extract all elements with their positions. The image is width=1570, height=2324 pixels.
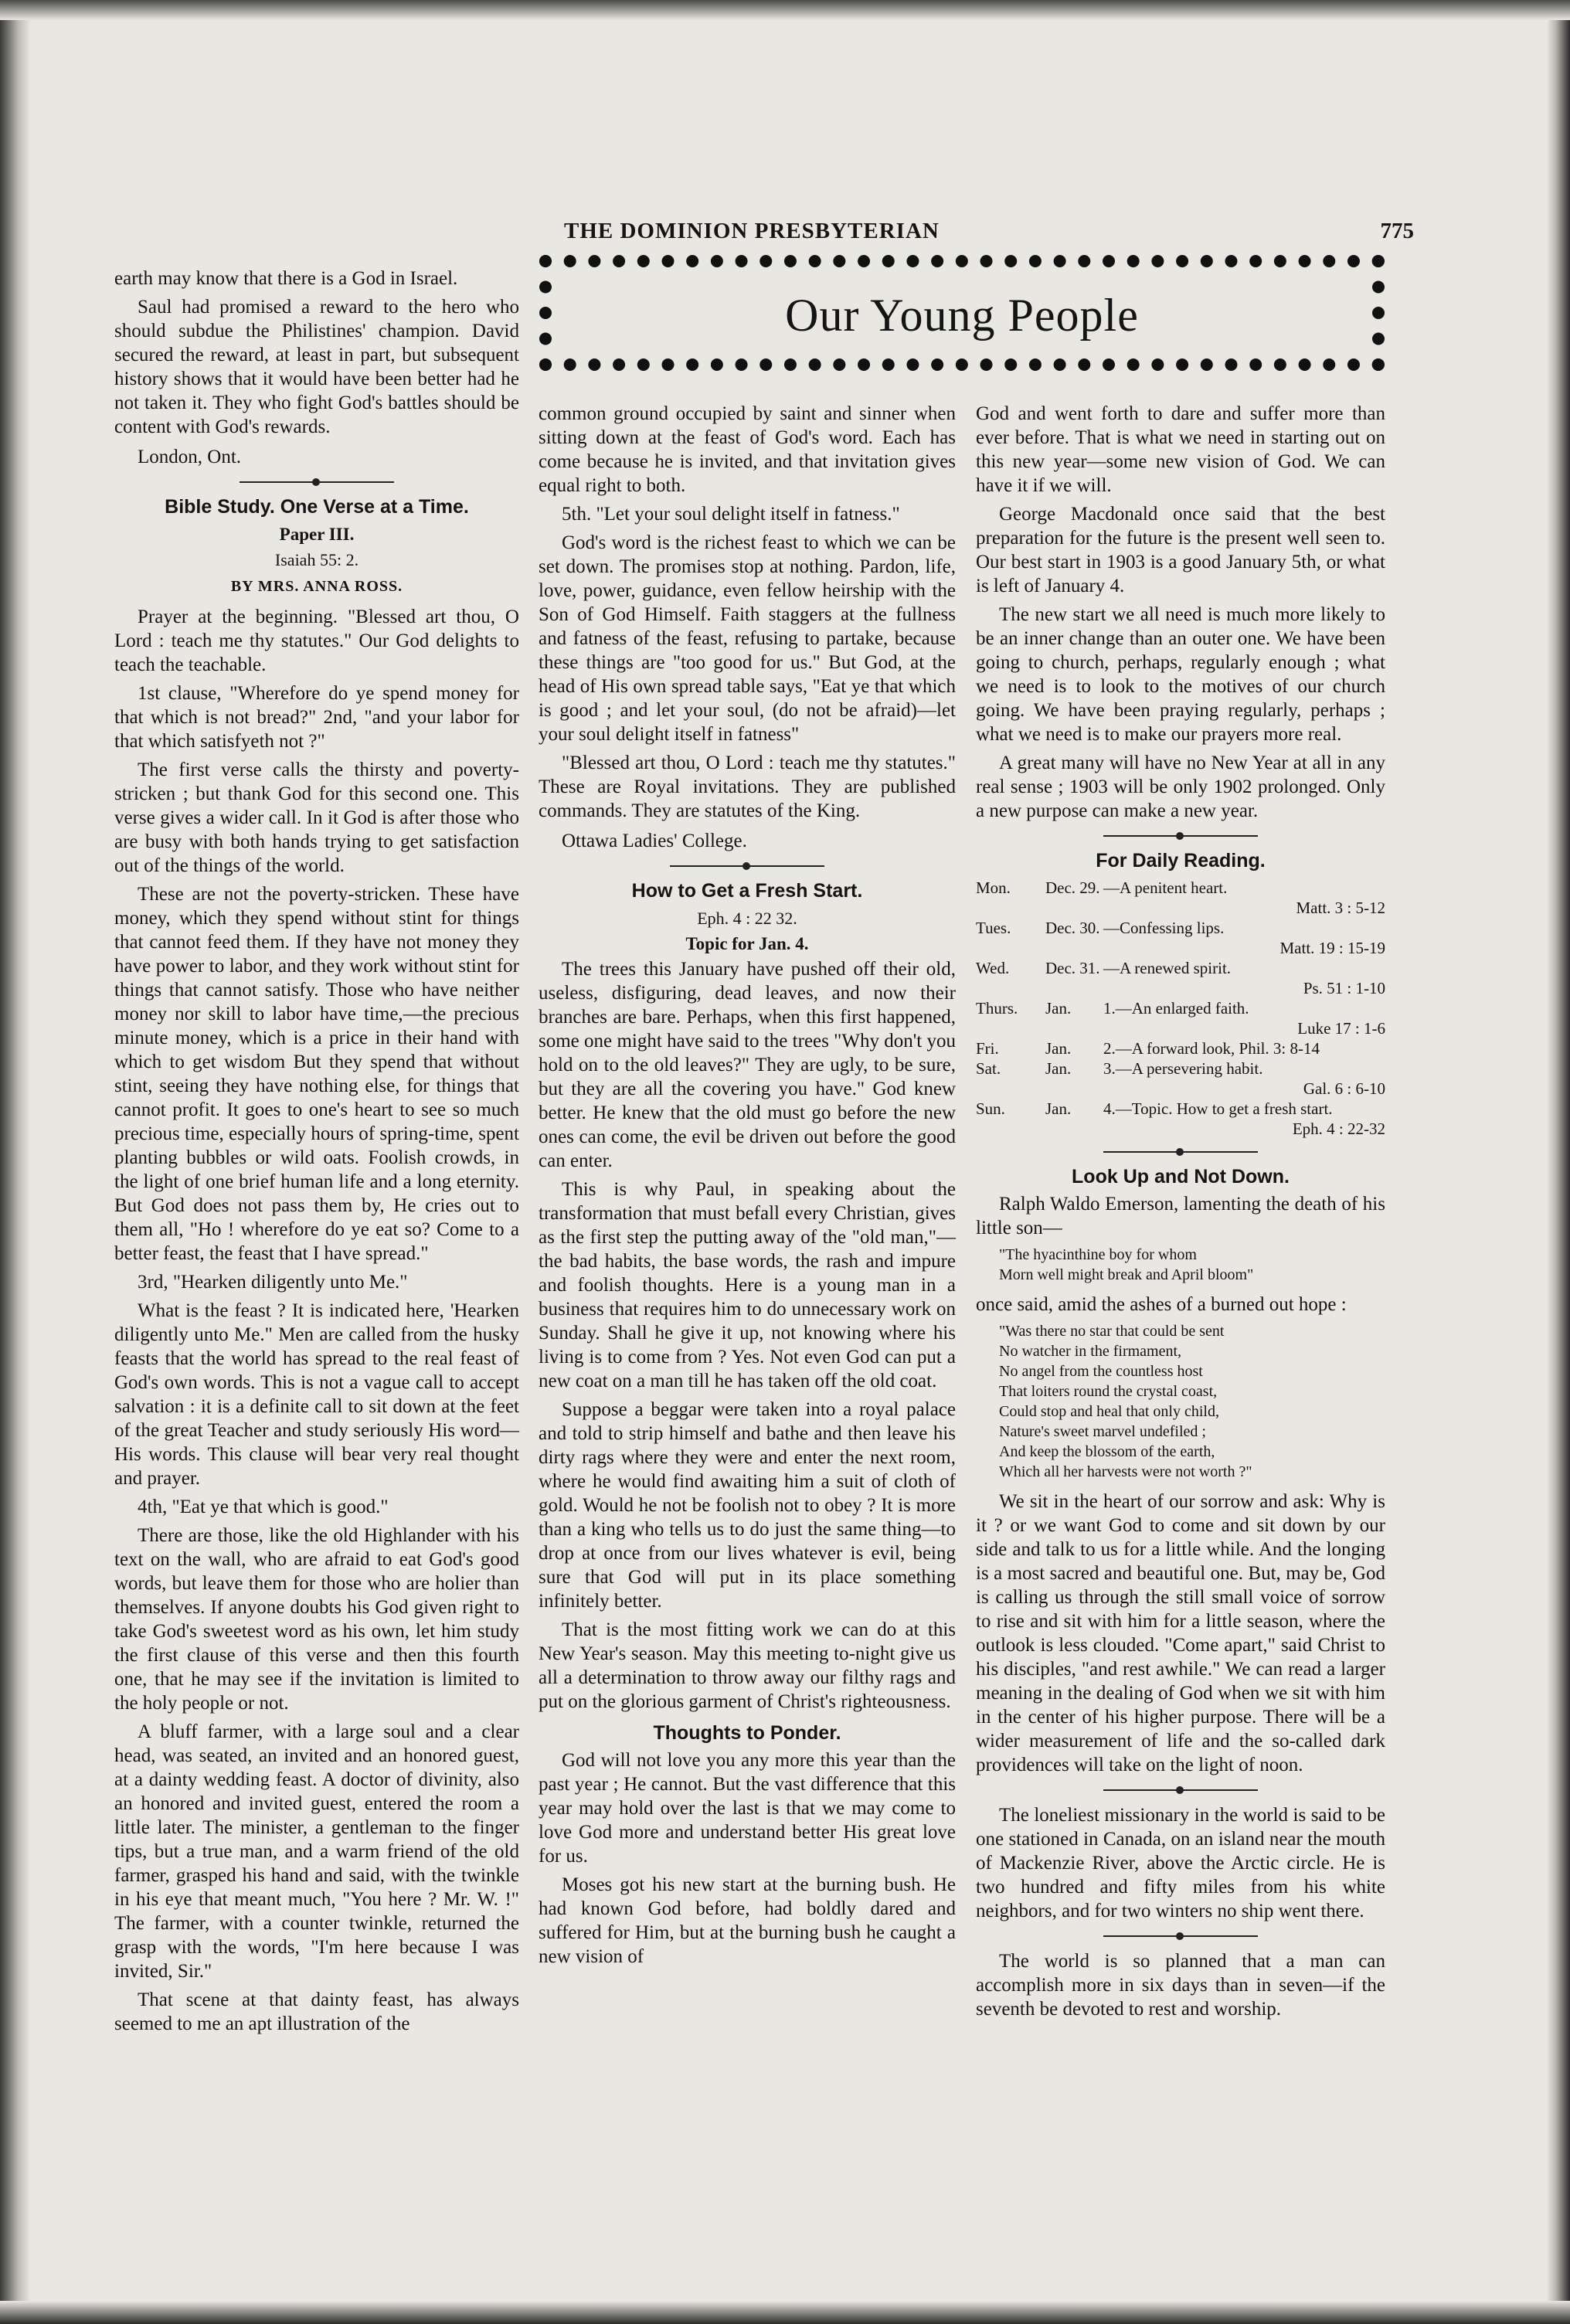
- divider: [1103, 1151, 1258, 1153]
- poem-line: "The hyacinthine boy for whom: [999, 1246, 1197, 1263]
- daily-reading-table: [976, 878, 1385, 1139]
- paragraph: These are not the poverty-stricken. These have money, which they spend without stint for things that cannot feed them. If they have not money they have power to labor, and they work without stint for things that cannot satisfy. Those who have neither money nor skill to labor have time,—the precious minute money, which is a price in their hand with which to get wisdom But they spend that without stint, seeing they have nothing else, for things that cannot profit. It goes to one's heart to see so much precious time, especially hours of spring-time, spent planting bubbles or wild oats. Foolish crowds, in the light of one brief human life and a long eternity. But God does not pass them by, He cries out to them all, "Ho ! wherefore do ye eat so? Come to a better feast, the feast that I have spread.": [114, 884, 519, 1264]
- reading-month: Dec. 31.: [1045, 959, 1100, 977]
- paragraph: God and went forth to dare and suffer more than ever before. That is what we need in starting out on this new year—some new vision of God. We can have it if we will.: [976, 403, 1385, 496]
- paragraph: That is the most fitting work we can do at this New Year's season. May this meeting to-night give us all a determination to throw away our filthy rags and put on the glorious garment of Christ's righteousness.: [539, 1619, 956, 1712]
- paragraph: A great many will have no New Year at all in any real sense ; 1903 will be only 1902 prolonged. Only a new purpose can make a new year.: [976, 753, 1385, 821]
- reading-ref: Gal. 6 : 6-10: [1303, 1079, 1385, 1098]
- reading-row: [976, 998, 1385, 1018]
- reading-ref-row: [976, 898, 1385, 918]
- page-edge-right: [1547, 0, 1570, 2324]
- section-title: Our Young People: [785, 290, 1139, 341]
- signoff: Ottawa Ladies' College.: [562, 831, 747, 851]
- reading-ref: Matt. 3 : 5-12: [1296, 899, 1385, 917]
- paragraph: The world is so planned that a man can accomplish more in six days than in seven—if the seventh be devoted to rest and worship.: [976, 1951, 1385, 2020]
- reading-ref: Ps. 51 : 1-10: [1303, 979, 1385, 997]
- signoff: London, Ont.: [138, 447, 242, 467]
- paragraph: 5th. "Let your soul delight itself in fatness.": [562, 504, 900, 525]
- reading-text: —A penitent heart.: [1103, 878, 1228, 897]
- paragraph: We sit in the heart of our sorrow and ask: Why is it ? or we want God to come and sit down by our side and talk to us for a little while. And the longing is a most sacred and beautiful one. But, may be, God is calling us through the still small voice of sorrow to rise and sit with him for a little season, where the outlook is less clouded. "Come apart," said Christ to his disciples, "and rest awhile." We can read a larger meaning in the dealing of God when we sit with him in the center of his higher purpose. There will be a wider measurement of life and the so-called dark providences will take on the light of noon.: [976, 1491, 1385, 1775]
- reading-month: Jan.: [1045, 999, 1072, 1018]
- paragraph: common ground occupied by saint and sinner when sitting down at the feast of God's word. Each has come because he is invited, and that invitation gives equal right to both.: [539, 403, 956, 496]
- poem-line: And keep the blossom of the earth,: [999, 1443, 1215, 1460]
- paragraph: 4th, "Eat ye that which is good.": [138, 1497, 389, 1517]
- paragraph: The loneliest missionary in the world is said to be one stationed in Canada, on an island near the mouth of Mackenzie River, above the Arctic circle. He is two hundred and fifty miles from his white neighbors, and for two winters no ship went there.: [976, 1805, 1385, 1921]
- paragraph: This is why Paul, in speaking about the transformation that must befall every Christian, gives as the first step the putting away of the "old man,"—the bad habits, the base words, the rash and impure and foolish thoughts. Here is a young man in a business that requires him to do unnecessary work on Sunday. Shall he give it up, not knowing where his living is to come from ? Yes. Not even God can put a new coat on a man till he has taken off the old coat.: [539, 1179, 956, 1391]
- page-edge-top: [0, 0, 1570, 20]
- paragraph: That scene at that dainty feast, has always seemed to me an apt illustration of the: [114, 1989, 519, 2034]
- reading-month: Jan.: [1045, 1099, 1072, 1118]
- divider: [1103, 1935, 1258, 1937]
- divider: [670, 865, 824, 867]
- article-title: For Daily Reading.: [1096, 850, 1266, 872]
- poem-line: Nature's sweet marvel undefiled ;: [999, 1423, 1206, 1440]
- running-head: [541, 219, 1414, 250]
- scripture-reference: Isaiah 55: 2.: [274, 550, 359, 569]
- poem-line: Could stop and heal that only child,: [999, 1403, 1219, 1420]
- paragraph: 1st clause, "Wherefore do ye spend money for that which is not bread?" 2nd, "and your labor for that which satisfyeth not ?": [114, 683, 519, 752]
- paragraph: George Macdonald once said that the best preparation for the future is the present well seen to. Our best start in 1903 is a good January 5th, or what is left of January 4.: [976, 504, 1385, 596]
- paragraph: God's word is the richest feast to which we can be set down. The promises stop at nothing. Pardon, life, love, power, guidance, even fellow heirship with the Son of God Himself. Faith staggers at the fullness and fatness of the feast, refusing to partake, because these things are "too good for us." But God, at the head of His own spread table says, "Eat ye that which is good ; and let your soul, (do not be afraid)—let your soul delight itself in fatness": [539, 532, 956, 745]
- divider: [240, 481, 394, 483]
- reading-day: Thurs.: [976, 999, 1018, 1018]
- reading-day: Sun.: [976, 1099, 1005, 1118]
- poem-line: No watcher in the firmament,: [999, 1343, 1182, 1360]
- reading-text: 4.—Topic. How to get a fresh start.: [1103, 1099, 1333, 1118]
- reading-ref-row: [976, 1119, 1385, 1139]
- poem: [999, 1321, 1385, 1482]
- reading-ref-row: [976, 978, 1385, 998]
- reading-month: Dec. 29.: [1045, 878, 1100, 897]
- reading-row: [976, 1038, 1385, 1058]
- paragraph: earth may know that there is a God in Israel.: [114, 268, 458, 289]
- page-edge-bottom: [0, 2301, 1570, 2324]
- poem-line: No angel from the countless host: [999, 1363, 1203, 1380]
- reading-row: [976, 918, 1385, 938]
- journal-title: THE DOMINION PRESBYTERIAN: [564, 219, 940, 243]
- divider: [1103, 1789, 1258, 1791]
- paragraph: There are those, like the old Highlander with his text on the wall, who are afraid to eat God's good words, but leave them for those who are holier than themselves. If anyone doubts his God given right to take God's sweetest word as his own, let him study the first clause of this verse and then this fourth one, that he may see if the invitation is limited to the holy people or not.: [114, 1525, 519, 1714]
- paragraph: Moses got his new start at the burning bush. He had known God before, had boldly dared and suffered for Him, but at the burning bush he caught a new vision of: [539, 1874, 956, 1967]
- reading-ref: Luke 17 : 1-6: [1297, 1019, 1385, 1038]
- paragraph: 3rd, "Hearken diligently unto Me.": [138, 1272, 408, 1293]
- scripture-reference: Eph. 4 : 22 32.: [697, 909, 797, 928]
- page-number: 775: [1380, 219, 1414, 243]
- reading-ref-row: [976, 1018, 1385, 1038]
- poem-line: "Was there no star that could be sent: [999, 1323, 1225, 1340]
- reading-ref: Matt. 19 : 15-19: [1279, 939, 1385, 957]
- divider: [1103, 835, 1258, 837]
- reading-month: Jan.: [1045, 1059, 1072, 1078]
- reading-month: Dec. 30.: [1045, 919, 1100, 937]
- reading-day: Sat.: [976, 1059, 1001, 1078]
- paragraph: Prayer at the beginning. "Blessed art thou, O Lord : teach me thy statutes." Our God delights to teach the teachable.: [114, 606, 519, 675]
- reading-row: [976, 1099, 1385, 1119]
- poem-line: Morn well might break and April bloom": [999, 1266, 1254, 1283]
- poem-line: That loiters round the crystal coast,: [999, 1383, 1218, 1400]
- column-2: [539, 402, 956, 1973]
- reading-ref-row: [976, 1079, 1385, 1099]
- article-title: Look Up and Not Down.: [1072, 1166, 1290, 1187]
- page-edge-left: [0, 0, 31, 2324]
- reading-text: 1.—An enlarged faith.: [1103, 999, 1249, 1018]
- article-title: Thoughts to Ponder.: [653, 1722, 841, 1744]
- paragraph: once said, amid the ashes of a burned out hope :: [976, 1294, 1347, 1315]
- reading-month: Jan.: [1045, 1039, 1072, 1058]
- paragraph: A bluff farmer, with a large soul and a clear head, was seated, an invited and an honored guest, at a dainty wedding feast. A doctor of divinity, also an honored and invited guest, entered the room a little later. The minister, a gentleman to the finger tips, but a true man, and a warm friend of the old farmer, grasped his hand and said, with the twinkle in his eye that meant much, "You here ? Mr. W. !" The farmer, with a counter twinkle, returned the grasp with the words, "I'm here because I was invited, Sir.": [114, 1721, 519, 1982]
- article-subtitle: Paper III.: [279, 525, 355, 544]
- reading-day: Fri.: [976, 1039, 999, 1058]
- reading-row: [976, 958, 1385, 978]
- reading-day: Mon.: [976, 878, 1011, 897]
- quotation: [999, 1245, 1385, 1285]
- poem-line: Which all her harvests were not worth ?": [999, 1463, 1252, 1480]
- article-title: Bible Study. One Verse at a Time.: [165, 496, 469, 518]
- byline: BY MRS. ANNA ROSS.: [230, 578, 403, 595]
- paragraph: God will not love you any more this year than the past year ; He cannot. But the vast difference that this year may hold over the last is that we may come to love God more and understand better His great love for us.: [539, 1750, 956, 1867]
- column-1: [114, 267, 519, 2040]
- reading-text: —A renewed spirit.: [1103, 959, 1232, 977]
- column-3: [976, 402, 1385, 2026]
- paragraph: The new start we all need is much more likely to be an inner change than an outer one. We have been going to church, perhaps, regularly enough ; what we need is to look to the motives of our church going. We have been praying regularly, perhaps ; what we need is to make our prayers more real.: [976, 604, 1385, 745]
- reading-ref: Eph. 4 : 22-32: [1292, 1120, 1385, 1138]
- paragraph: "Blessed art thou, O Lord : teach me thy statutes." These are Royal invitations. They are published commands. They are statutes of the King.: [539, 753, 956, 821]
- paragraph: The trees this January have pushed off their old, useless, disfiguring, dead leaves, and now their branches are bare. Perhaps, when this first happened, some one might have said to the trees "Why don't you hold on to the old leaves?" They are ugly, to be sure, but they are all the covering you have." God knew better. He knew that the old must go before the new ones can come, the evil be driven out before the good can enter.: [539, 959, 956, 1171]
- paragraph: Ralph Waldo Emerson, lamenting the death of his little son—: [976, 1194, 1385, 1238]
- reading-text: 2.—A forward look, Phil. 3: 8-14: [1103, 1039, 1320, 1058]
- reading-row: [976, 878, 1385, 898]
- paragraph: Saul had promised a reward to the hero who should subdue the Philistines' champion. David secured the reward, at least in part, but subsequent history shows that it would have been better had he not taken it. They who fight God's battles should be content with God's rewards.: [114, 297, 519, 437]
- reading-ref-row: [976, 938, 1385, 958]
- reading-day: Wed.: [976, 959, 1010, 977]
- paragraph: Suppose a beggar were taken into a royal palace and told to strip himself and bathe and then leave his dirty rags where they were and enter the next room, where he would find awaiting him a suit of cloth of gold. Would he not be foolish not to obey ? It is more than a king who tells us to do just the same thing—to drop at once from our lives whatever is evil, being sure that God will put in its place something infinitely better.: [539, 1399, 956, 1612]
- reading-text: 3.—A persevering habit.: [1103, 1059, 1263, 1078]
- reading-day: Tues.: [976, 919, 1011, 937]
- reading-text: —Confessing lips.: [1103, 919, 1225, 937]
- topic-date: Topic for Jan. 4.: [685, 934, 809, 953]
- paragraph: The first verse calls the thirsty and poverty-stricken ; but thank God for this second one. This verse gives a wider call. In it God is after those who are busy with both hands trying to get satisfaction out of the things of the world.: [114, 759, 519, 876]
- article-title: How to Get a Fresh Start.: [631, 880, 863, 902]
- paragraph: What is the feast ? It is indicated here, 'Hearken diligently unto Me." Men are called from the husky feasts that the world has spread to the real feast of God's own words. This is not a vague call to accept salvation : it is a definite call to sit down at the feet of the great Teacher and study seriously His word—His words. This clause will bear very real thought and prayer.: [114, 1300, 519, 1489]
- section-banner: [539, 255, 1385, 371]
- reading-row: [976, 1058, 1385, 1079]
